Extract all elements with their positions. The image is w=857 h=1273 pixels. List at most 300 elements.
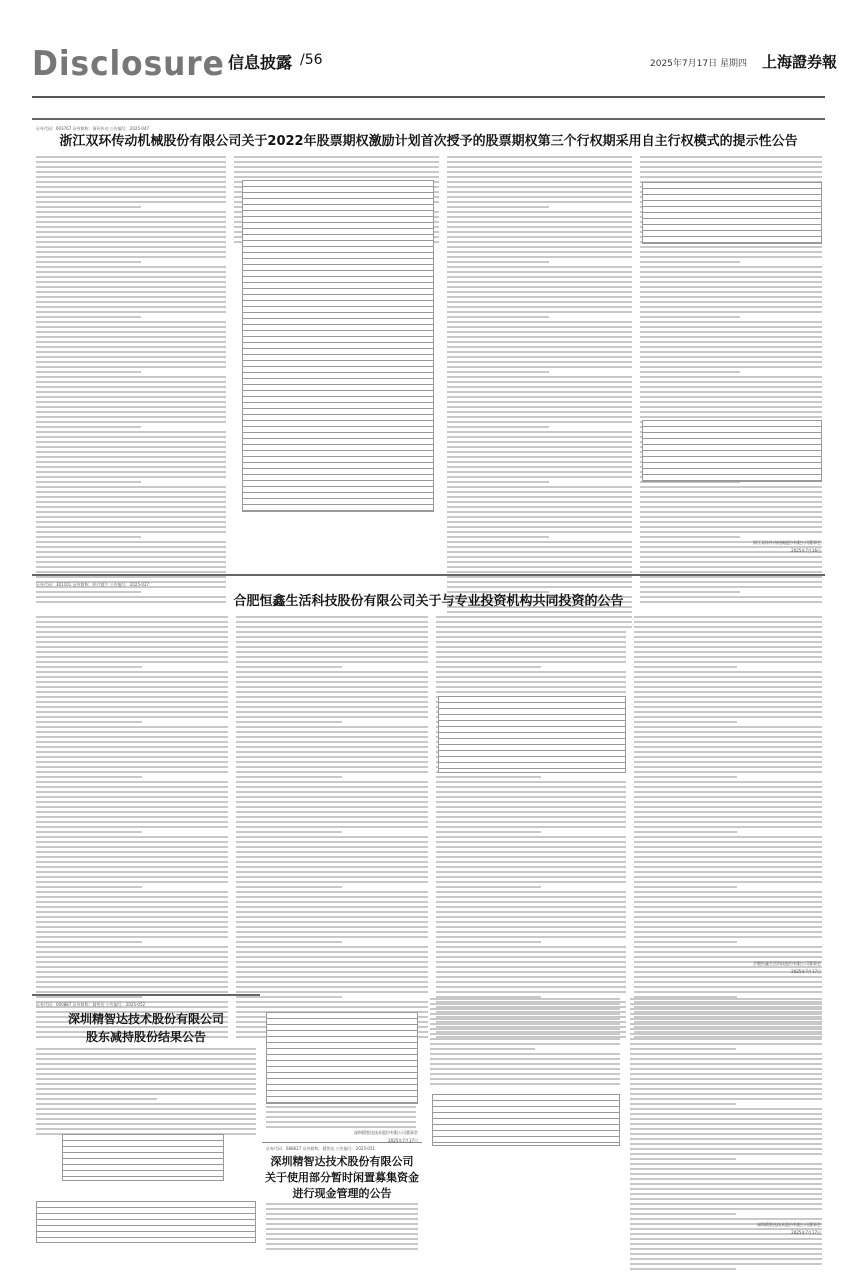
text-line bbox=[36, 1048, 256, 1050]
text-line bbox=[236, 901, 428, 903]
text-line bbox=[236, 701, 428, 703]
text-column bbox=[36, 156, 226, 606]
text-line bbox=[447, 246, 632, 248]
text-line bbox=[36, 431, 226, 433]
text-line bbox=[236, 896, 428, 898]
text-line bbox=[630, 1138, 822, 1140]
data-table bbox=[242, 180, 434, 512]
article-code: 证券代码：688627 证券简称：精智达 公告编号：2025-051 bbox=[266, 1146, 376, 1151]
text-line bbox=[640, 571, 822, 573]
article-headline: 股东减持股份结果公告 bbox=[85, 1030, 206, 1044]
text-line bbox=[236, 731, 428, 733]
text-line bbox=[447, 541, 632, 543]
text-line bbox=[634, 686, 822, 688]
text-line bbox=[236, 751, 428, 753]
text-line bbox=[436, 991, 626, 993]
text-line bbox=[36, 406, 226, 408]
text-line bbox=[36, 316, 141, 318]
text-line bbox=[630, 1098, 822, 1100]
text-line bbox=[36, 961, 228, 963]
text-line bbox=[436, 666, 541, 668]
text-line bbox=[36, 776, 142, 778]
text-line bbox=[36, 846, 228, 848]
text-line bbox=[430, 1048, 535, 1050]
text-line bbox=[266, 1223, 418, 1225]
text-line bbox=[236, 921, 428, 923]
text-column bbox=[430, 998, 620, 1088]
text-line bbox=[447, 171, 632, 173]
text-line bbox=[634, 726, 822, 728]
text-line bbox=[630, 1118, 822, 1120]
text-line bbox=[640, 321, 822, 323]
text-line bbox=[36, 671, 228, 673]
text-column bbox=[36, 616, 228, 1041]
text-line bbox=[36, 356, 226, 358]
data-table bbox=[642, 420, 822, 482]
text-line bbox=[236, 851, 428, 853]
text-line bbox=[236, 961, 428, 963]
text-line bbox=[36, 191, 226, 193]
text-line bbox=[447, 256, 632, 258]
text-line bbox=[447, 251, 632, 253]
text-line bbox=[634, 826, 822, 828]
text-line bbox=[447, 441, 632, 443]
text-line bbox=[36, 1068, 256, 1070]
signoff-date: 2025年7月17日 bbox=[791, 969, 821, 974]
text-line bbox=[436, 816, 626, 818]
text-line bbox=[634, 756, 822, 758]
text-line bbox=[447, 271, 632, 273]
text-line bbox=[236, 981, 428, 983]
text-line bbox=[36, 851, 228, 853]
text-line bbox=[36, 426, 141, 428]
text-line bbox=[640, 566, 822, 568]
text-line bbox=[36, 731, 228, 733]
text-line bbox=[36, 331, 226, 333]
text-line bbox=[236, 666, 342, 668]
text-line bbox=[630, 1203, 822, 1205]
text-line bbox=[447, 201, 632, 203]
text-line bbox=[447, 551, 632, 553]
text-line bbox=[634, 651, 822, 653]
text-line bbox=[236, 871, 428, 873]
text-line bbox=[236, 676, 428, 678]
text-line bbox=[634, 846, 822, 848]
text-line bbox=[634, 781, 822, 783]
newspaper-brand: 上海證券報 bbox=[762, 53, 838, 71]
text-line bbox=[630, 1183, 822, 1185]
text-line bbox=[236, 691, 428, 693]
text-line bbox=[634, 711, 822, 713]
text-line bbox=[447, 561, 632, 563]
text-line bbox=[436, 981, 626, 983]
text-line bbox=[634, 721, 737, 723]
text-line bbox=[634, 641, 822, 643]
text-line bbox=[236, 841, 428, 843]
text-line bbox=[236, 991, 428, 993]
text-line bbox=[447, 571, 632, 573]
text-line bbox=[266, 1116, 416, 1118]
text-line bbox=[630, 1088, 822, 1090]
text-line bbox=[447, 446, 632, 448]
text-line bbox=[447, 261, 549, 263]
text-line bbox=[430, 1038, 620, 1040]
text-line bbox=[36, 651, 228, 653]
text-line bbox=[36, 556, 226, 558]
text-line bbox=[36, 276, 226, 278]
text-line bbox=[36, 451, 226, 453]
text-line bbox=[430, 1023, 620, 1025]
text-line bbox=[447, 351, 632, 353]
text-line bbox=[436, 841, 626, 843]
text-line bbox=[36, 796, 228, 798]
text-line bbox=[630, 1018, 822, 1020]
text-line bbox=[36, 981, 228, 983]
text-line bbox=[634, 931, 822, 933]
text-line bbox=[36, 181, 226, 183]
text-line bbox=[36, 386, 226, 388]
text-line bbox=[236, 681, 428, 683]
text-line bbox=[640, 356, 822, 358]
text-line bbox=[634, 681, 822, 683]
text-line bbox=[640, 391, 822, 393]
text-line bbox=[36, 236, 226, 238]
text-line bbox=[236, 781, 428, 783]
text-line bbox=[236, 811, 428, 813]
text-line bbox=[36, 371, 141, 373]
text-line bbox=[36, 856, 228, 858]
text-line bbox=[36, 571, 226, 573]
text-line bbox=[447, 476, 632, 478]
text-line bbox=[36, 926, 228, 928]
text-line bbox=[447, 216, 632, 218]
text-line bbox=[36, 741, 228, 743]
text-line bbox=[634, 676, 822, 678]
text-line bbox=[447, 366, 632, 368]
text-line bbox=[640, 486, 822, 488]
text-line bbox=[447, 286, 632, 288]
text-line bbox=[436, 801, 626, 803]
text-line bbox=[36, 886, 142, 888]
text-line bbox=[436, 636, 626, 638]
text-line bbox=[447, 191, 632, 193]
text-line bbox=[36, 351, 226, 353]
text-line bbox=[640, 166, 822, 168]
text-line bbox=[36, 476, 226, 478]
text-line bbox=[447, 511, 632, 513]
text-line bbox=[634, 941, 737, 943]
text-line bbox=[447, 501, 632, 503]
text-line bbox=[634, 906, 822, 908]
data-table bbox=[642, 182, 822, 244]
text-line bbox=[36, 436, 226, 438]
text-line bbox=[630, 1213, 736, 1215]
text-line bbox=[630, 1063, 822, 1065]
text-line bbox=[236, 986, 428, 988]
text-line bbox=[634, 631, 822, 633]
text-line bbox=[640, 346, 822, 348]
text-line bbox=[447, 506, 632, 508]
text-column bbox=[447, 156, 632, 631]
text-line bbox=[36, 826, 228, 828]
text-line bbox=[36, 156, 226, 158]
text-line bbox=[36, 1118, 256, 1120]
text-line bbox=[236, 706, 428, 708]
text-line bbox=[36, 906, 228, 908]
text-line bbox=[430, 1078, 620, 1080]
text-line bbox=[640, 406, 822, 408]
article-headline: 浙江双环传动机械股份有限公司关于2022年股票期权激励计划首次授予的股票期权第三个行权期采用自主行权模式的提示性公告 bbox=[59, 134, 798, 149]
text-line bbox=[430, 1058, 620, 1060]
text-line bbox=[436, 921, 626, 923]
text-line bbox=[236, 686, 428, 688]
text-line bbox=[630, 1178, 822, 1180]
text-line bbox=[447, 411, 632, 413]
article-code: 证券代码：301101 证券简称：明月镜片 公告编号：2025-027 bbox=[36, 582, 150, 587]
text-line bbox=[36, 711, 228, 713]
text-line bbox=[436, 936, 626, 938]
text-line bbox=[430, 1083, 620, 1085]
text-line bbox=[640, 171, 822, 173]
text-line bbox=[640, 381, 822, 383]
text-line bbox=[630, 1133, 822, 1135]
masthead-divider bbox=[32, 96, 825, 98]
text-line bbox=[630, 1173, 822, 1175]
text-line bbox=[236, 791, 428, 793]
text-line bbox=[634, 761, 822, 763]
text-line bbox=[430, 1053, 620, 1055]
text-line bbox=[436, 836, 626, 838]
text-line bbox=[447, 516, 632, 518]
text-line bbox=[236, 881, 428, 883]
text-line bbox=[640, 361, 822, 363]
text-line bbox=[36, 706, 228, 708]
text-line bbox=[634, 616, 822, 618]
text-line bbox=[640, 521, 822, 523]
text-line bbox=[630, 1093, 822, 1095]
text-line bbox=[640, 261, 740, 263]
text-line bbox=[640, 341, 822, 343]
text-line bbox=[36, 881, 228, 883]
text-line bbox=[36, 1063, 256, 1065]
text-line bbox=[447, 321, 632, 323]
text-line bbox=[436, 826, 626, 828]
text-line bbox=[36, 486, 226, 488]
text-line bbox=[36, 841, 228, 843]
text-line bbox=[436, 901, 626, 903]
text-line bbox=[36, 401, 226, 403]
text-line bbox=[236, 766, 428, 768]
signoff: 合肥恒鑫生活科技股份有限公司董事会 bbox=[753, 961, 821, 966]
text-line bbox=[640, 536, 740, 538]
text-line bbox=[436, 931, 626, 933]
text-line bbox=[36, 311, 226, 313]
text-line bbox=[634, 876, 822, 878]
text-line bbox=[436, 656, 626, 658]
text-line bbox=[236, 951, 428, 953]
text-line bbox=[436, 676, 626, 678]
text-line bbox=[236, 726, 428, 728]
text-line bbox=[36, 456, 226, 458]
text-line bbox=[36, 241, 226, 243]
text-column bbox=[236, 616, 428, 1041]
text-line bbox=[36, 346, 226, 348]
text-line bbox=[36, 216, 226, 218]
text-line bbox=[634, 926, 822, 928]
text-line bbox=[640, 336, 822, 338]
text-line bbox=[630, 1258, 822, 1260]
text-line bbox=[36, 531, 226, 533]
text-line bbox=[36, 896, 228, 898]
text-line bbox=[266, 1121, 416, 1123]
text-line bbox=[36, 1123, 256, 1125]
text-line bbox=[36, 361, 226, 363]
text-line bbox=[447, 306, 632, 308]
text-line bbox=[36, 1113, 256, 1115]
text-line bbox=[447, 461, 632, 463]
text-line bbox=[436, 671, 626, 673]
text-line bbox=[36, 391, 226, 393]
text-line bbox=[36, 446, 226, 448]
text-line bbox=[36, 296, 226, 298]
text-line bbox=[436, 881, 626, 883]
text-line bbox=[36, 916, 228, 918]
text-line bbox=[640, 156, 822, 158]
text-line bbox=[634, 811, 822, 813]
text-line bbox=[640, 556, 822, 558]
text-line bbox=[630, 1163, 822, 1165]
text-line bbox=[634, 866, 822, 868]
disclosure-logo: Disclosure bbox=[32, 44, 225, 84]
text-line bbox=[36, 1088, 256, 1090]
text-line bbox=[236, 641, 428, 643]
text-line bbox=[634, 891, 822, 893]
text-line bbox=[36, 366, 226, 368]
text-line bbox=[36, 561, 226, 563]
signoff-date: 2025年7月17日 bbox=[388, 1138, 418, 1143]
text-line bbox=[236, 776, 342, 778]
text-line bbox=[436, 916, 626, 918]
text-line bbox=[36, 416, 226, 418]
text-line bbox=[266, 1238, 418, 1240]
text-line bbox=[36, 376, 226, 378]
text-line bbox=[36, 676, 228, 678]
text-line bbox=[36, 721, 142, 723]
text-line bbox=[36, 306, 226, 308]
text-line bbox=[630, 1053, 822, 1055]
text-line bbox=[634, 706, 822, 708]
text-line bbox=[634, 816, 822, 818]
text-line bbox=[634, 671, 822, 673]
issue-date: 2025年7月17日 星期四 bbox=[650, 59, 747, 69]
article-jingzhida-cash-continued bbox=[426, 994, 825, 1244]
text-line bbox=[634, 696, 822, 698]
text-line bbox=[266, 1208, 418, 1210]
text-line bbox=[236, 711, 428, 713]
text-line bbox=[436, 651, 626, 653]
text-line bbox=[436, 871, 626, 873]
text-line bbox=[236, 931, 428, 933]
text-line bbox=[36, 946, 228, 948]
text-line bbox=[640, 286, 822, 288]
text-line bbox=[630, 1208, 822, 1210]
text-line bbox=[236, 976, 428, 978]
text-line bbox=[36, 931, 228, 933]
text-line bbox=[634, 691, 822, 693]
text-line bbox=[640, 276, 822, 278]
signoff-date: 2025年7月17日 bbox=[791, 1230, 821, 1235]
text-line bbox=[430, 1028, 620, 1030]
text-line bbox=[634, 836, 822, 838]
text-line bbox=[236, 746, 428, 748]
text-line bbox=[36, 1108, 256, 1110]
text-line bbox=[36, 766, 228, 768]
text-line bbox=[36, 246, 226, 248]
text-line bbox=[447, 301, 632, 303]
text-line bbox=[36, 211, 226, 213]
text-column bbox=[266, 1106, 416, 1131]
text-line bbox=[447, 401, 632, 403]
text-line bbox=[634, 621, 822, 623]
text-line bbox=[266, 1233, 418, 1235]
text-line bbox=[640, 376, 822, 378]
text-line bbox=[436, 926, 626, 928]
text-line bbox=[36, 791, 228, 793]
text-line bbox=[36, 681, 228, 683]
text-line bbox=[447, 436, 632, 438]
text-line bbox=[436, 856, 626, 858]
text-line bbox=[447, 421, 632, 423]
text-line bbox=[630, 1073, 822, 1075]
text-line bbox=[36, 341, 226, 343]
text-line bbox=[36, 971, 228, 973]
text-line bbox=[447, 426, 549, 428]
text-line bbox=[236, 876, 428, 878]
text-line bbox=[634, 901, 822, 903]
text-line bbox=[630, 1128, 822, 1130]
text-line bbox=[236, 721, 342, 723]
text-line bbox=[630, 1068, 822, 1070]
text-line bbox=[640, 326, 822, 328]
article-headline: 深圳精智达技术股份有限公司 bbox=[67, 1012, 224, 1026]
text-line bbox=[36, 266, 226, 268]
text-line bbox=[436, 776, 541, 778]
text-line bbox=[236, 816, 428, 818]
text-line bbox=[436, 951, 626, 953]
text-line bbox=[640, 251, 822, 253]
text-line bbox=[630, 1103, 736, 1105]
text-line bbox=[36, 756, 228, 758]
text-line bbox=[36, 186, 226, 188]
text-line bbox=[36, 161, 226, 163]
text-line bbox=[36, 481, 141, 483]
text-line bbox=[436, 781, 626, 783]
text-line bbox=[436, 911, 626, 913]
text-line bbox=[634, 636, 822, 638]
text-line bbox=[640, 306, 822, 308]
text-line bbox=[36, 831, 142, 833]
text-line bbox=[634, 771, 822, 773]
text-line bbox=[634, 981, 822, 983]
text-line bbox=[630, 998, 822, 1000]
text-line bbox=[36, 441, 226, 443]
text-line bbox=[634, 646, 822, 648]
text-line bbox=[436, 616, 626, 618]
text-line bbox=[634, 976, 822, 978]
text-line bbox=[36, 871, 228, 873]
text-line bbox=[36, 746, 228, 748]
text-line bbox=[447, 276, 632, 278]
